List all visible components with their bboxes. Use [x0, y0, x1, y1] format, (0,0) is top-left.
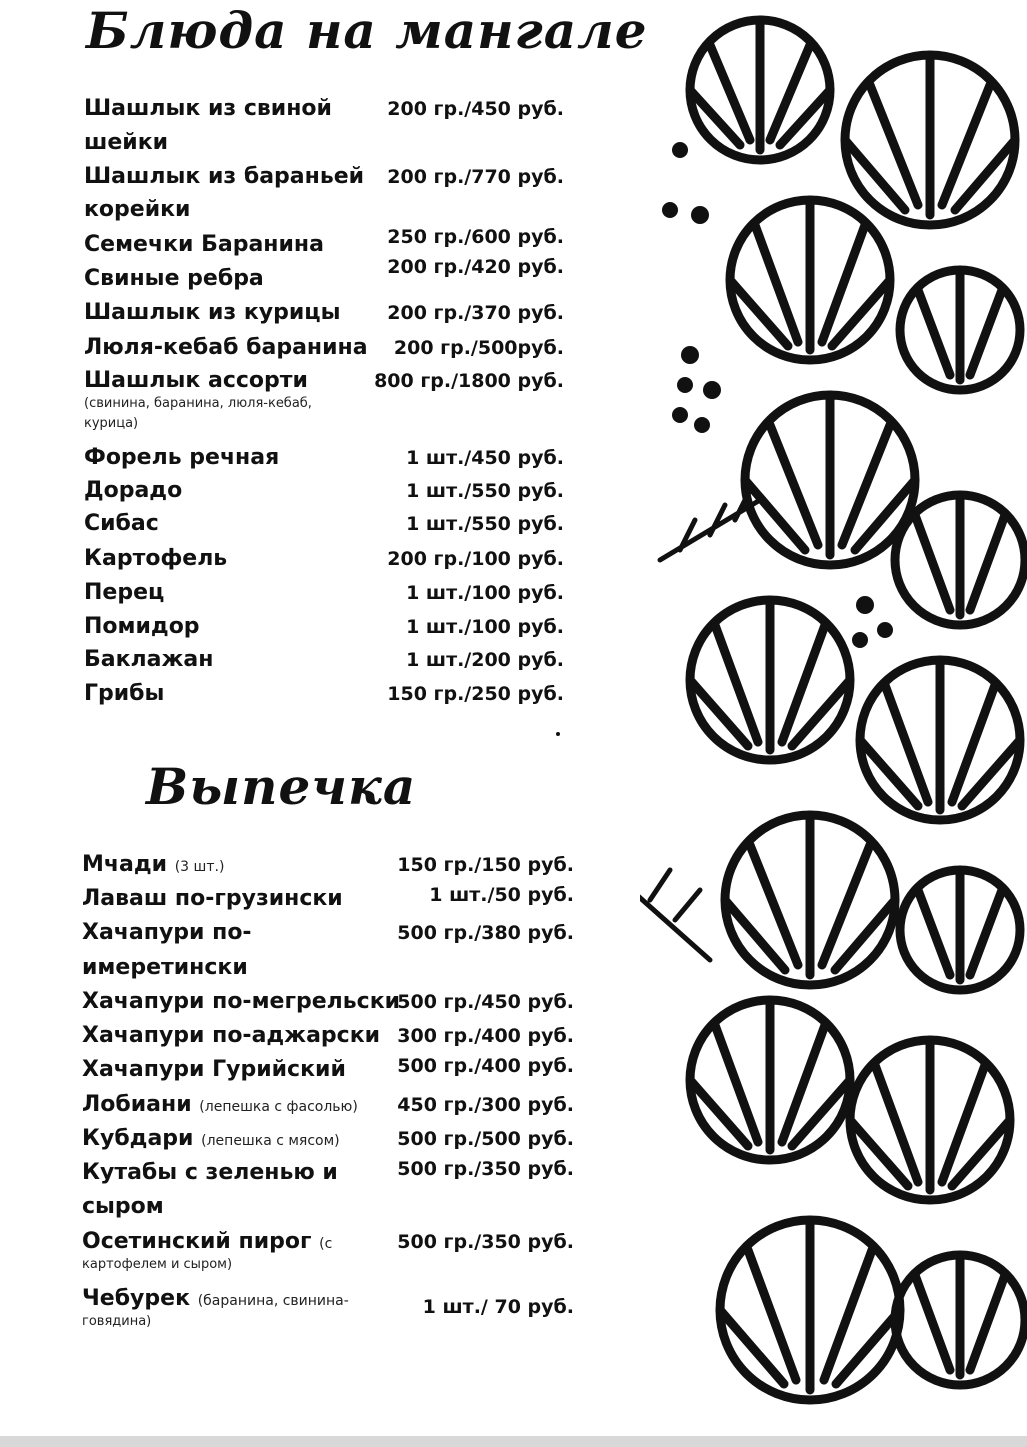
item-name-text: Лобиани — [82, 1092, 192, 1117]
item-note: (лепешка с фасолью) — [199, 1099, 358, 1115]
item-name — [82, 848, 224, 884]
item-note: (3 шт.) — [174, 859, 225, 875]
item-name: Картофель — [84, 546, 228, 571]
item-name-line2: корейки — [84, 197, 191, 222]
item-name: Хачапури по-аджарски — [82, 1023, 381, 1048]
item-name: Шашлык ассорти — [84, 368, 308, 393]
item-name: Форель речная — [84, 445, 280, 470]
item-name-text: Мчади — [82, 852, 168, 877]
item-price: 200 гр./100 руб. — [387, 548, 564, 570]
item-name: Люля-кебаб баранина — [84, 335, 368, 360]
item-price: 500 гр./500 руб. — [397, 1128, 574, 1150]
item-name-text: Кубдари — [82, 1126, 194, 1151]
item-note: (баранина, свинина- — [197, 1293, 349, 1309]
item-price: 150 гр./250 руб. — [387, 683, 564, 705]
item-note — [84, 394, 344, 434]
item-name: Хачапури по-мегрельски — [82, 989, 401, 1014]
item-price: 500 гр./400 руб. — [397, 1055, 574, 1077]
item-price: 500 гр./350 руб. — [397, 1231, 574, 1253]
item-name: Шашлык из бараньей — [84, 164, 365, 189]
item-name: Дорадо — [84, 478, 183, 503]
item-price: 1 шт./550 руб. — [406, 513, 564, 535]
item-name: Лаваш по-грузински — [82, 886, 343, 911]
item-name-line2: имеретински — [82, 955, 248, 980]
item-price: 200 гр./420 руб. — [387, 256, 564, 278]
item-name: Хачапури по- — [82, 920, 252, 945]
item-price: 1 шт./450 руб. — [406, 447, 564, 469]
item-name-text: Чебурек — [82, 1286, 191, 1311]
item-name: Сибас — [84, 511, 159, 536]
item-note-line1: (свинина, баранина, люля-кебаб, — [84, 396, 312, 411]
item-price: 150 гр./150 руб. — [397, 854, 574, 876]
item-name: Семечки Баранина — [84, 232, 324, 257]
item-name: Шашлык из свиной — [84, 96, 332, 121]
item-price: 500 гр./450 руб. — [397, 991, 574, 1013]
item-note: (с — [319, 1236, 333, 1252]
item-name-text: Осетинский пирог — [82, 1229, 312, 1254]
item-name: Кутабы с зеленью и — [82, 1160, 338, 1185]
item-price: 200 гр./770 руб. — [387, 166, 564, 188]
item-note-line2: картофелем и сыром) — [82, 1257, 233, 1272]
item-name: Помидор — [84, 614, 200, 639]
item-price: 300 гр./400 руб. — [397, 1025, 574, 1047]
item-price: 200 гр./500руб. — [393, 337, 564, 359]
item-name: Грибы — [84, 681, 165, 706]
item-price: 1 шт./100 руб. — [406, 582, 564, 604]
item-price: 1 шт./ 70 руб. — [422, 1296, 574, 1318]
item-price: 1 шт./100 руб. — [406, 616, 564, 638]
item-name: Хачапури Гурийский — [82, 1057, 346, 1082]
item-price: 500 гр./380 руб. — [397, 922, 574, 944]
item-price: 800 гр./1800 руб. — [374, 370, 564, 392]
section-title-grill: Блюда на мангале — [86, 1, 648, 60]
item-note-line2: говядина) — [82, 1314, 152, 1329]
item-name-line2: шейки — [84, 130, 169, 155]
item-name — [82, 1088, 358, 1124]
item-note-line2: курица) — [84, 416, 139, 431]
item-price: 1 шт./550 руб. — [406, 480, 564, 502]
bakery-menu-list — [82, 848, 574, 1348]
floral-pastry-illustration-icon — [640, 0, 1027, 1447]
item-price: 1 шт./200 руб. — [406, 649, 564, 671]
item-name-line2: сыром — [82, 1194, 164, 1219]
item-price: 450 гр./300 руб. — [397, 1094, 574, 1116]
item-price: 250 гр./600 руб. — [387, 226, 564, 248]
item-price: 500 гр./350 руб. — [397, 1158, 574, 1180]
grill-menu-list — [84, 92, 564, 732]
item-note: (лепешка с мясом) — [201, 1133, 340, 1149]
section-title-bakery: Выпечка — [146, 757, 417, 816]
item-name: Шашлык из курицы — [84, 300, 341, 325]
item-name: Перец — [84, 580, 165, 605]
item-name — [82, 1122, 340, 1158]
page-bottom-strip — [0, 1436, 1027, 1447]
item-price: 1 шт./50 руб. — [429, 884, 574, 906]
item-name: Свиные ребра — [84, 266, 264, 291]
divider-dot — [556, 732, 560, 736]
item-price: 200 гр./450 руб. — [387, 98, 564, 120]
item-name: Баклажан — [84, 647, 214, 672]
item-price: 200 гр./370 руб. — [387, 302, 564, 324]
